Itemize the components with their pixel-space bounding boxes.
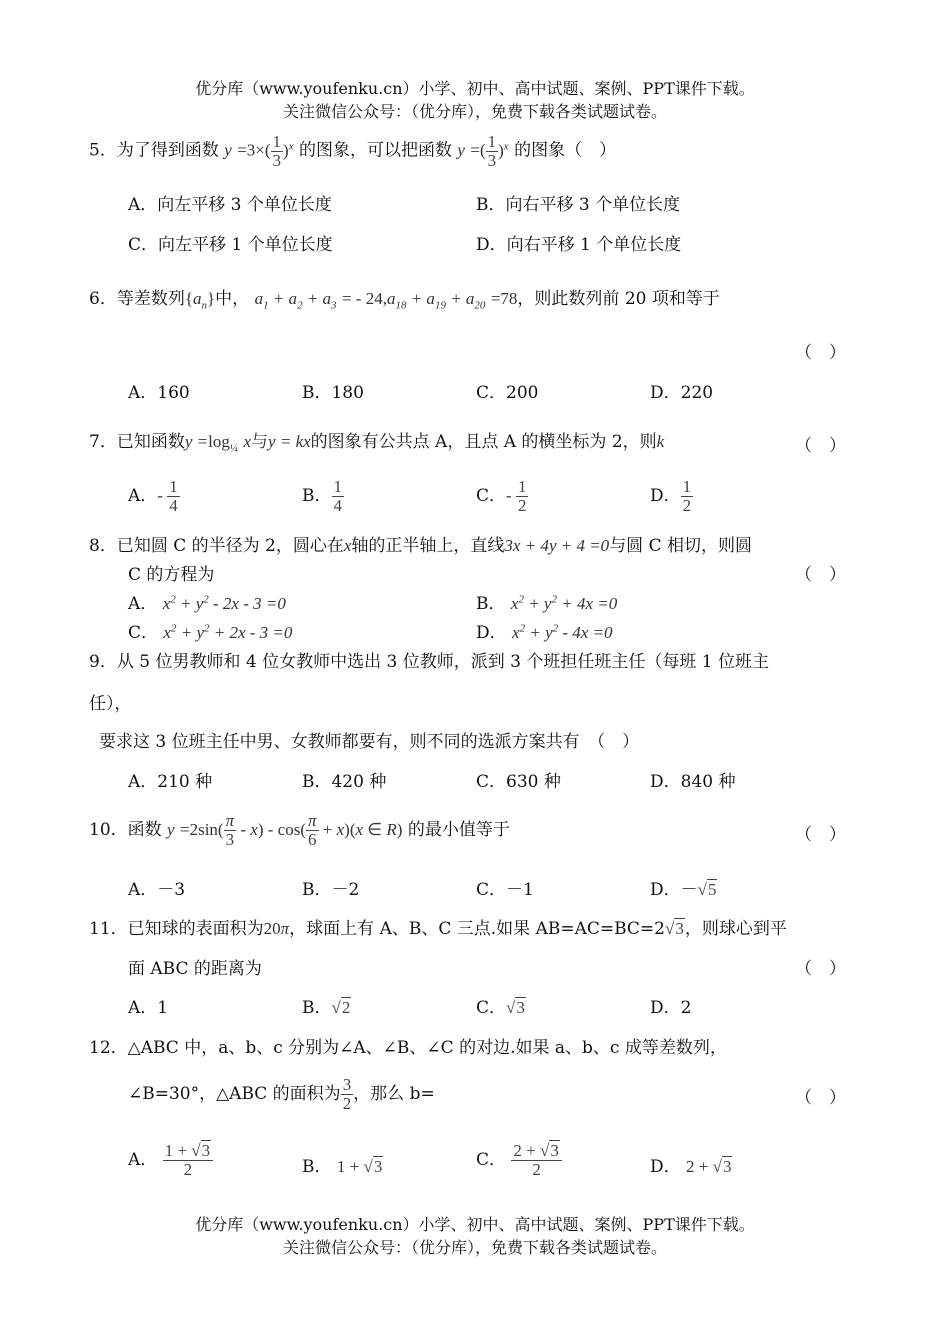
q11-option-a[interactable]: A．1 — [128, 998, 169, 1018]
question-7-stem: 7．已知函数$y =\log_{\frac{1}{4}}$ x与y = kx的图象有公共点 A，且点 A 的横坐标为 2，则k — [89, 432, 665, 455]
answer-blank: （ ） — [795, 1088, 846, 1108]
q11-option-d[interactable]: D．2 — [650, 998, 692, 1018]
question-text: 为了得到函数 — [116, 140, 219, 161]
q10-option-d[interactable]: D．－√5 — [650, 880, 717, 900]
q5-option-a[interactable]: A．向左平移 3 个单位长度 — [128, 195, 332, 215]
q8-option-b[interactable]: B． $x^2 + y^2 + 4x =0$ — [476, 593, 618, 614]
math-formula: y = — [184, 432, 209, 451]
math-formula: y — [224, 140, 232, 160]
q12-option-a[interactable]: A． $\frac{1 + √3}{2}$ — [128, 1142, 213, 1179]
question-8-stem-cont: C 的方程为 — [128, 565, 215, 585]
footer-line-1: 优分库（www.youfenku.cn）小学、初中、高中试题、案例、PPT课件下载。 — [195, 1215, 755, 1234]
q10-option-b[interactable]: B．－2 — [302, 880, 360, 900]
q6-option-d[interactable]: D．220 — [650, 383, 714, 403]
q7-option-b[interactable]: B． $\frac{1}{4}$ — [302, 477, 342, 515]
question-9-stem-cont: 任）， — [89, 694, 132, 714]
question-8-stem: 8．已知圆 C 的半径为 2，圆心在x轴的正半轴上，直线3x + 4y + 4 =0与圆 C 相切，则圆 — [89, 536, 753, 556]
question-text: 的图象，可以把函数 — [299, 140, 452, 161]
q12-option-b[interactable]: B． 1 + √3 — [302, 1157, 383, 1177]
q5-option-d[interactable]: D．向右平移 1 个单位长度 — [476, 235, 682, 255]
q5-option-c[interactable]: C．向左平移 1 个单位长度 — [128, 235, 333, 255]
q7-option-a[interactable]: A．- $\frac{1}{4}$ — [128, 477, 178, 515]
question-9-stem-cont-2: 要求这 3 位班主任中男、女教师都要有，则不同的选派方案共有 （ ） — [99, 732, 640, 752]
q8-option-a[interactable]: A． $x^2 + y^2 - 2x - 3 =0$ — [128, 593, 286, 614]
question-11-stem: 11．已知球的表面积为20π，球面上有 A、B、C 三点.如果 AB=AC=BC=2√3，则球心到平 — [89, 919, 787, 939]
q6-option-a[interactable]: A．160 — [128, 383, 190, 403]
question-11-stem-cont: 面 ABC 的距离为 — [128, 959, 262, 979]
footer-line-2: 关注微信公众号：（优分库），免费下载各类试题试卷。 — [282, 1238, 667, 1257]
q11-option-c[interactable]: C．√3 — [476, 998, 525, 1018]
question-number: 5． — [89, 140, 117, 161]
q10-option-a[interactable]: A．－3 — [128, 880, 186, 900]
q7-option-c[interactable]: C．- $\frac{1}{2}$ — [476, 477, 527, 515]
math-formula: $a_1 + a_2 + a_3$ — [254, 289, 337, 312]
q8-option-d[interactable]: D． $x^2 + y^2 - 4x =0$ — [476, 622, 613, 643]
answer-blank: （ ） — [795, 343, 846, 363]
question-12-stem: 12．△ABC 中，a、b、c 分别为∠A、∠B、∠C 的对边.如果 a、b、c 成等差数列， — [89, 1038, 727, 1058]
header-line-2: 关注微信公众号：（优分库），免费下载各类试题试卷。 — [282, 102, 667, 121]
header-line-1: 优分库（www.youfenku.cn）小学、初中、高中试题、案例、PPT课件下载。 — [195, 79, 755, 98]
question-5-stem: 5．为了得到函数 y =3×( $\frac{1}{3}$ )$^x$ 的图象，可以把函数 y =( $\frac{1}{3}$ )$^x$ 的图象（ ） — [89, 131, 617, 170]
q7-option-d[interactable]: D． $\frac{1}{2}$ — [650, 477, 692, 515]
q10-option-c[interactable]: C．－1 — [476, 880, 534, 900]
answer-blank: （ ） — [795, 959, 846, 979]
question-6-stem: 6．等差数列$\{a_n\}$中， $a_1 + a_2 + a_3$ = - $24,a_{18} + a_{19} + a_{20} =78$，则此数列前 20 项和等于 — [89, 289, 720, 312]
question-10-stem: 10．函数 y =2sin( $\frac{\pi}{3}$ - x) - cos( $\frac{\pi}{6}$ + x)(x ∈ R) 的最小值等于 — [89, 811, 510, 849]
q6-option-c[interactable]: C．200 — [476, 383, 539, 403]
q9-option-a[interactable]: A．210 种 — [128, 772, 213, 792]
q6-option-b[interactable]: B．180 — [302, 383, 364, 403]
answer-blank: （ ） — [795, 436, 846, 456]
q5-option-b[interactable]: B．向右平移 3 个单位长度 — [476, 195, 681, 215]
q11-option-b[interactable]: B．√2 — [302, 998, 351, 1018]
question-text: 的图象（ ） — [514, 140, 617, 161]
answer-blank: （ ） — [795, 565, 846, 585]
q9-option-c[interactable]: C．630 种 — [476, 772, 561, 792]
q9-option-d[interactable]: D．840 种 — [650, 772, 736, 792]
q12-option-c[interactable]: C． $\frac{2 + √3}{2}$ — [476, 1142, 562, 1179]
question-9-stem: 9．从 5 位男教师和 4 位女教师中选出 3 位教师，派到 3 个班担任班主任（每班 1 位班主 — [89, 652, 769, 672]
q9-option-b[interactable]: B．420 种 — [302, 772, 387, 792]
q8-option-c[interactable]: C． $x^2 + y^2 + 2x - 3 =0$ — [128, 622, 293, 643]
q12-option-d[interactable]: D． 2 + √3 — [650, 1157, 732, 1177]
question-12-stem-cont: ∠B=30°，△ABC 的面积为 $\frac{3}{2}$ ，那么 b= — [128, 1075, 435, 1113]
answer-blank: （ ） — [795, 825, 846, 845]
